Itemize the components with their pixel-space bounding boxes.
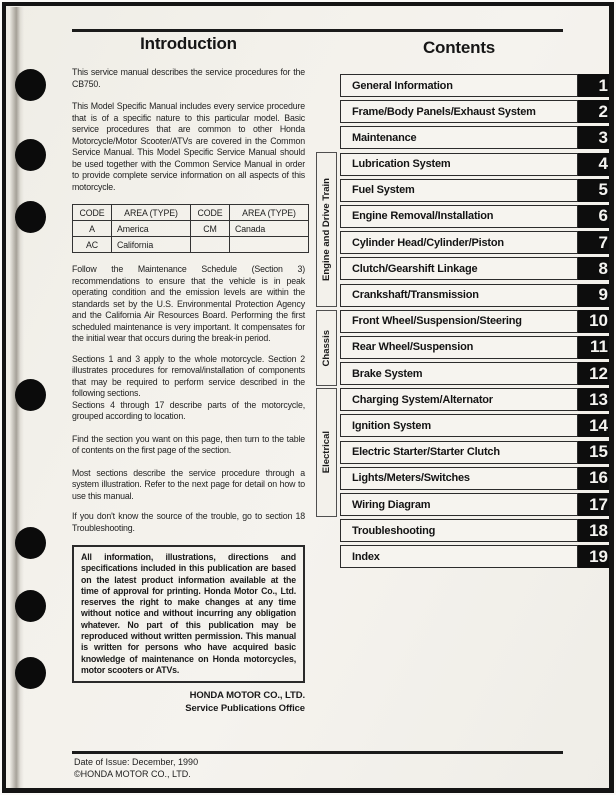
- intro-paragraph: This Model Specific Manual includes every service procedure that is of a specific nature to this particular model. Basic service procedures that are common to other Honda Motorcycle/Motor Scooter/ATVs are covered in the Common Service Manual. This Model Specific Service Manual should be used together with the Common Service Manual in order to provide complete service information on all aspects of this motorcycle.: [72, 101, 305, 192]
- binder-hole: [15, 139, 46, 171]
- binder-hole: [15, 379, 46, 411]
- section-number-tab: 1: [578, 74, 612, 97]
- table-header-cell: CODE: [73, 205, 112, 221]
- contents-row: [340, 441, 612, 464]
- section-number-tab: 10: [578, 310, 612, 333]
- section-number-tab: 4: [578, 153, 612, 176]
- contents-row: [340, 284, 612, 307]
- contents-row: [340, 205, 612, 228]
- contents-row: [340, 414, 612, 437]
- section-label: Cylinder Head/Cylinder/Piston: [352, 236, 504, 249]
- contents-row: [340, 74, 612, 97]
- contents-row: [340, 100, 612, 123]
- contents-title: Contents: [422, 38, 496, 57]
- group-label-text: Chassis: [321, 329, 332, 367]
- table-cell: America: [112, 221, 191, 237]
- contents-row: [340, 179, 612, 202]
- section-label: Electric Starter/Starter Clutch: [352, 446, 500, 459]
- section-title-box: [340, 336, 578, 359]
- table-cell: California: [112, 237, 191, 253]
- table-cell-empty: [230, 237, 309, 253]
- section-label: Lights/Meters/Switches: [352, 472, 470, 485]
- introduction-section: [72, 34, 305, 715]
- contents-row: [340, 388, 612, 411]
- code-area-table: [72, 204, 309, 253]
- table-header-cell: AREA (TYPE): [230, 205, 309, 221]
- section-label: Rear Wheel/Suspension: [352, 341, 474, 354]
- contents-row: [340, 336, 612, 359]
- publisher-name: HONDA MOTOR CO., LTD.: [189, 690, 305, 702]
- publisher-signature: [72, 689, 305, 715]
- section-title-box: [340, 545, 578, 568]
- section-label: Front Wheel/Suspension/Steering: [352, 315, 522, 328]
- contents-row: [340, 153, 612, 176]
- section-title-box: [340, 126, 578, 149]
- section-title-box: [340, 231, 578, 254]
- section-number-tab: 2: [578, 100, 612, 123]
- section-label: Fuel System: [352, 184, 415, 197]
- intro-paragraph: Most sections describe the service procedure through a system illustration. Refer to the next page for detail on how to use this manual.: [72, 467, 305, 501]
- section-number-tab: 7: [578, 231, 612, 254]
- group-label-text: Electrical: [321, 431, 332, 474]
- contents-row: [340, 545, 612, 568]
- section-title-box: [340, 441, 578, 464]
- contents-row: [340, 126, 612, 149]
- section-label: Lubrication System: [352, 158, 451, 171]
- contents-list: [340, 74, 612, 572]
- section-number-tab: 8: [578, 257, 612, 280]
- binder-hole: [15, 69, 46, 101]
- section-number-tab: 3: [578, 126, 612, 149]
- section-title-box: [340, 74, 578, 97]
- section-label: Frame/Body Panels/Exhaust System: [352, 105, 536, 118]
- binder-hole: [15, 657, 46, 689]
- footer: [74, 757, 198, 780]
- intro-paragraph: If you don't know the source of the trouble, go to section 18 Troubleshooting.: [72, 511, 305, 533]
- section-title-box: [340, 153, 578, 176]
- section-title-box: [340, 310, 578, 333]
- section-number-tab: 19: [578, 545, 612, 568]
- intro-paragraph: Follow the Maintenance Schedule (Section 3) recommendations to ensure that the vehicle is in peak operating condition and the emission levels are within the standards set by the U.S. Environmental Protection Agency and the California Air Resources Board. Performing the first scheduled maintenance is very important. It compensates for the initial wear that occurs during the break-in period.: [72, 264, 305, 343]
- section-number-tab: 17: [578, 493, 612, 516]
- section-label: Crankshaft/Transmission: [352, 289, 479, 301]
- bottom-rule: [72, 751, 563, 754]
- section-number-tab: 9: [578, 284, 612, 307]
- contents-row: [340, 362, 612, 385]
- table-header-cell: CODE: [191, 205, 230, 221]
- group-label-electrical: [316, 388, 337, 517]
- contents-row: [340, 310, 612, 333]
- section-label: Maintenance: [352, 131, 417, 144]
- introduction-title: Introduction: [140, 34, 237, 53]
- section-number-tab: 14: [578, 414, 612, 437]
- table-cell-empty: [191, 237, 230, 253]
- section-title-box: [340, 205, 578, 228]
- section-number-tab: 12: [578, 362, 612, 385]
- section-label: Engine Removal/Installation: [352, 210, 494, 223]
- intro-paragraph: This service manual describes the service procedures for the CB750.: [72, 67, 305, 89]
- section-title-box: [340, 257, 578, 280]
- section-label: Clutch/Gearshift Linkage: [352, 262, 478, 275]
- section-number-tab: 5: [578, 179, 612, 202]
- intro-paragraph: Sections 4 through 17 describe parts of the motorcycle, grouped according to location.: [72, 399, 305, 421]
- contents-row: [340, 257, 612, 280]
- section-label: General Information: [352, 79, 453, 92]
- section-number-tab: 13: [578, 388, 612, 411]
- section-title-box: [340, 179, 578, 202]
- section-number-tab: 16: [578, 467, 612, 490]
- group-label-chassis: [316, 310, 337, 386]
- copyright-notice-box: All information, illustrations, directions and specifications included in this publication are based on the latest product information available at the time of approval for printing. Honda Motor Co., Ltd. reserves the right to make changes at any time without notice and without incurring any obligation whatever. No part of this publication may be reproduced without written permission. This manual is written for persons who have acquired basic knowledge of maintenance on Honda motorcycles, motor scooters or ATVs.: [72, 545, 305, 683]
- date-of-issue: Date of Issue: December, 1990: [74, 757, 199, 767]
- table-cell: AC: [73, 237, 112, 253]
- section-title-box: [340, 467, 578, 490]
- binder-hole: [15, 590, 46, 622]
- section-number-tab: 15: [578, 441, 612, 464]
- section-title-box: [340, 284, 578, 307]
- section-title-box: [340, 519, 578, 542]
- section-label: Ignition System: [352, 419, 431, 432]
- section-label: Troubleshooting: [352, 524, 436, 537]
- section-title-box: [340, 100, 578, 123]
- section-title-box: [340, 362, 578, 385]
- group-label-text: Engine and Drive Train: [321, 178, 332, 281]
- section-label: Wiring Diagram: [352, 498, 431, 511]
- table-cell: A: [73, 221, 112, 237]
- table-cell: Canada: [230, 221, 309, 237]
- top-rule: [72, 29, 563, 32]
- binder-hole: [15, 201, 46, 233]
- publisher-office: Service Publications Office: [185, 703, 305, 715]
- contents-row: [340, 519, 612, 542]
- section-label: Brake System: [352, 367, 423, 380]
- contents-row: [340, 493, 612, 516]
- copyright-line: ©HONDA MOTOR CO., LTD.: [74, 768, 191, 779]
- contents-row: [340, 231, 612, 254]
- section-label: Index: [352, 550, 380, 563]
- section-title-box: [340, 493, 578, 516]
- section-number-tab: 18: [578, 519, 612, 542]
- intro-paragraph: Find the section you want on this page, then turn to the table of contents on the first page of the section.: [72, 433, 305, 455]
- binder-hole: [15, 527, 46, 559]
- table-cell: CM: [191, 221, 230, 237]
- section-number-tab: 11: [578, 336, 612, 359]
- section-title-box: [340, 388, 578, 411]
- group-label-engine-and-drive-train: [316, 152, 337, 307]
- section-title-box: [340, 414, 578, 437]
- intro-paragraph: Sections 1 and 3 apply to the whole motorcycle. Section 2 illustrates procedures for removal/installation of components that may be required to perform service described in the following sections.: [72, 353, 305, 398]
- table-header-cell: AREA (TYPE): [112, 205, 191, 221]
- section-label: Charging System/Alternator: [352, 393, 493, 406]
- section-number-tab: 6: [578, 205, 612, 228]
- contents-row: [340, 467, 612, 490]
